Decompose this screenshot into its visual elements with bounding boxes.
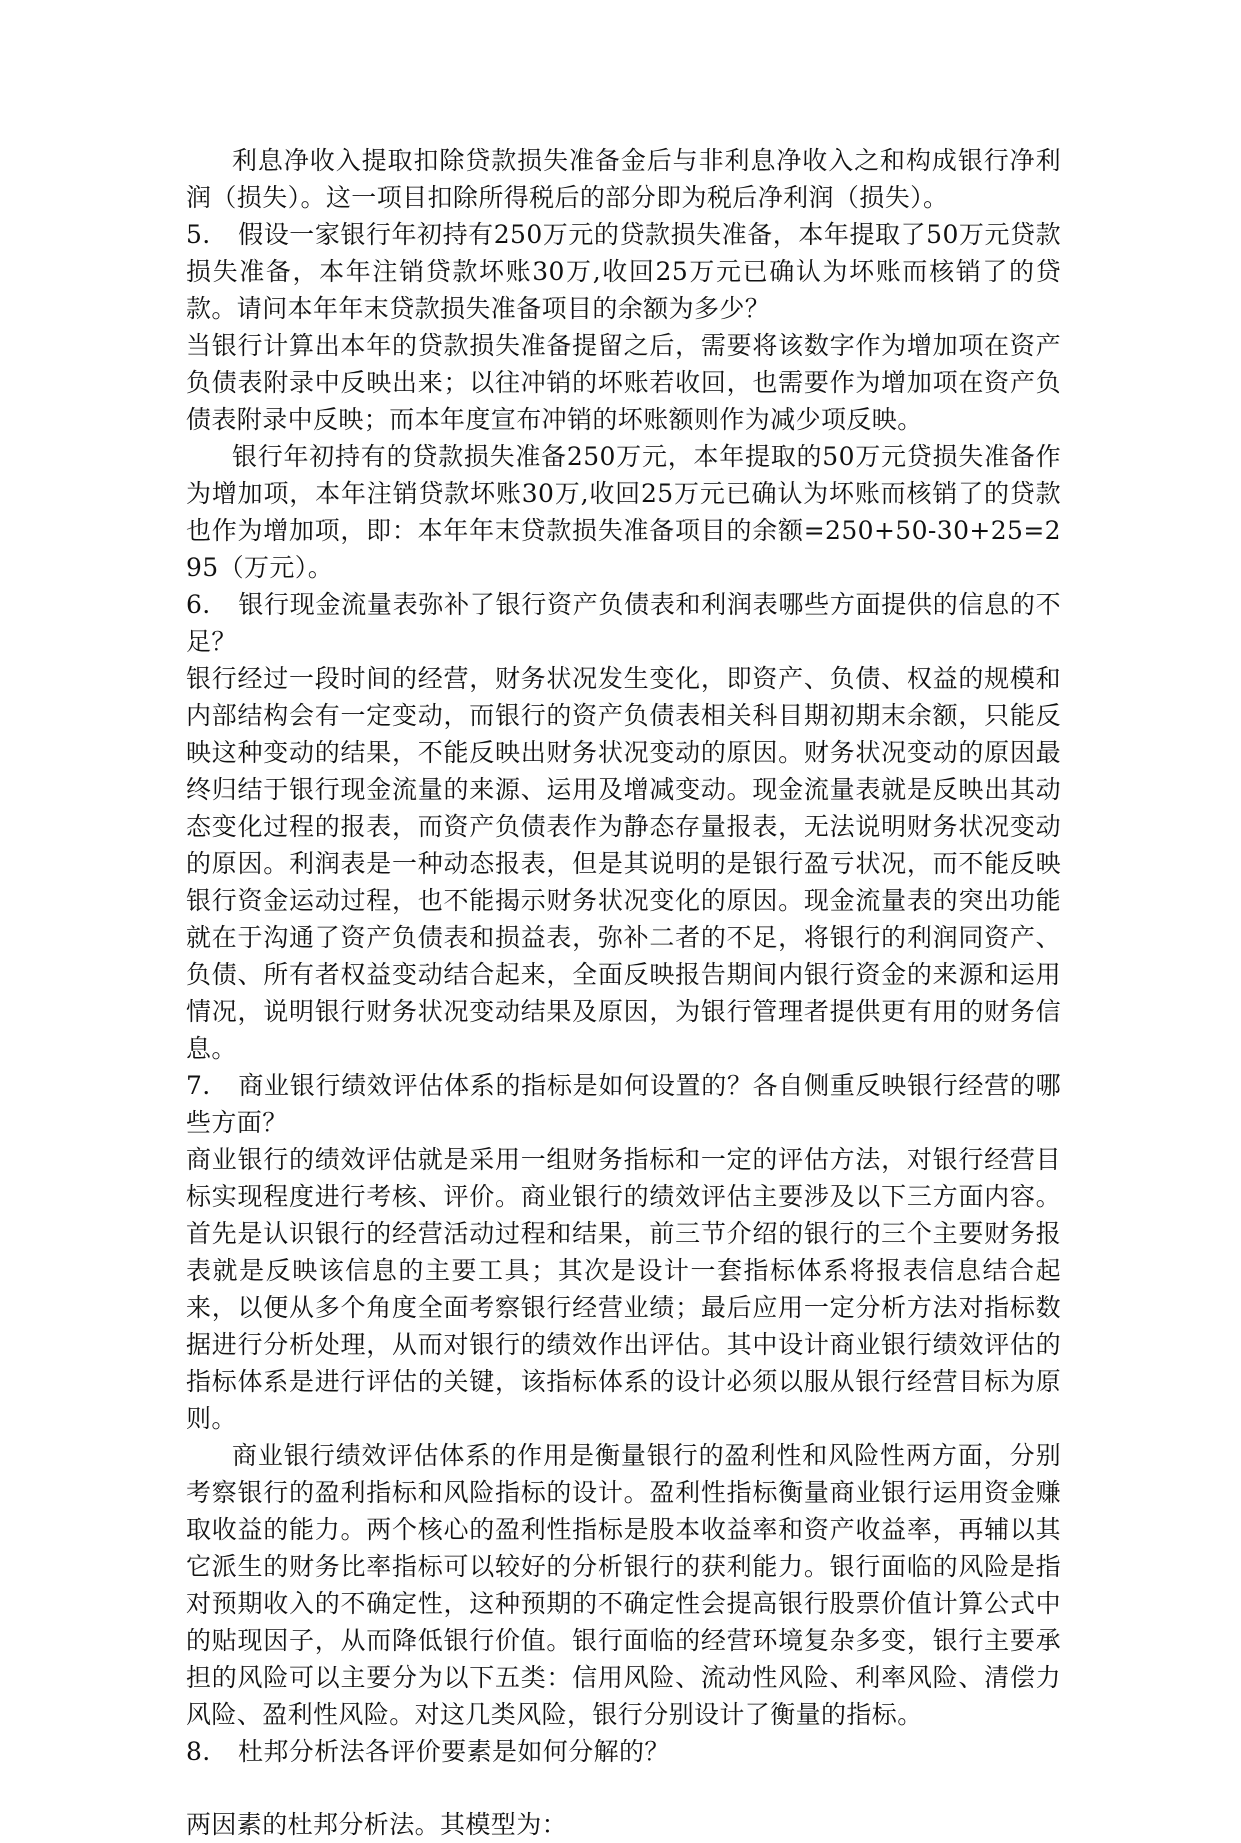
- question-text: 银行现金流量表弥补了银行资产负债表和利润表哪些方面提供的信息的不足？: [186, 590, 1061, 656]
- question-number: 7.: [186, 1071, 211, 1100]
- answer-5-paragraph-1: 当银行计算出本年的贷款损失准备提留之后，需要将该数字作为增加项在资产负债表附录中反映出来；以往冲销的坏账若收回，也需要作为增加项在资产负债表附录中反映；而本年度宣布冲销的坏账额则作为减少项反映。: [186, 331, 1061, 434]
- answer-7-paragraph-1: 商业银行的绩效评估就是采用一组财务指标和一定的评估方法，对银行经营目标实现程度进行考核、评价。商业银行的绩效评估主要涉及以下三方面内容。首先是认识银行的经营活动过程和结果，前三节介绍的银行的三个主要财务报表就是反映该信息的主要工具；其次是设计一套指标体系将报表信息结合起来，以便从多个角度全面考察银行经营业绩；最后应用一定分析方法对指标数据进行分析处理，从而对银行的绩效作出评估。其中设计商业银行绩效评估的指标体系是进行评估的关键，该指标体系的设计必须以服从银行经营目标为原则。: [186, 1145, 1061, 1433]
- answer-6: 银行经过一段时间的经营，财务状况发生变化，即资产、负债、权益的规模和内部结构会有一定变动，而银行的资产负债表相关科目期初期末余额，只能反映这种变动的结果，不能反映出财务状况变动的原因。财务状况变动的原因最终归结于银行现金流量的来源、运用及增减变动。现金流量表就是反映出其动态变化过程的报表，而资产负债表作为静态存量报表，无法说明财务状况变动的原因。利润表是一种动态报表，但是其说明的是银行盈亏状况，而不能反映银行资金运动过程，也不能揭示财务状况变化的原因。现金流量表的突出功能就在于沟通了资产负债表和损益表，弥补二者的不足，将银行的利润同资产、负债、所有者权益变动结合起来，全面反映报告期间内银行资金的来源和运用情况，说明银行财务状况变动结果及原因，为银行管理者提供更有用的财务信息。: [186, 664, 1061, 1063]
- blank-line: [186, 1770, 1061, 1806]
- question-8: [186, 1733, 1061, 1770]
- question-number: 8.: [186, 1737, 211, 1766]
- question-7: [186, 1067, 1061, 1141]
- question-text: 商业银行绩效评估体系的指标是如何设置的？各自侧重反映银行经营的哪些方面？: [186, 1071, 1061, 1137]
- document-page: [186, 142, 1061, 1843]
- answer-8-intro: 两因素的杜邦分析法。其模型为：: [186, 1810, 568, 1839]
- paragraph-net-profit: 利息净收入提取扣除贷款损失准备金后与非利息净收入之和构成银行净利润（损失）。这一项目扣除所得税后的部分即为税后净利润（损失）。: [186, 146, 1061, 212]
- question-number: 5.: [186, 220, 211, 249]
- question-number: 6.: [186, 590, 211, 619]
- question-text: 杜邦分析法各评价要素是如何分解的？: [238, 1737, 670, 1766]
- answer-5-paragraph-2: 银行年初持有的贷款损失准备250万元，本年提取的50万元贷损失准备作为增加项，本年注销贷款坏账30万,收回25万元已确认为坏账而核销了的贷款也作为增加项，即：本年年末贷款损失准备项目的余额=250+50-30+25=295（万元）。: [186, 442, 1061, 582]
- question-5: [186, 216, 1061, 327]
- question-text: 假设一家银行年初持有250万元的贷款损失准备，本年提取了50万元贷款损失准备，本年注销贷款坏账30万,收回25万元已确认为坏账而核销了的贷款。请问本年年末贷款损失准备项目的余额为多少？: [186, 220, 1061, 323]
- question-6: [186, 586, 1061, 660]
- answer-7-paragraph-2: 商业银行绩效评估体系的作用是衡量银行的盈利性和风险性两方面，分别考察银行的盈利指标和风险指标的设计。盈利性指标衡量商业银行运用资金赚取收益的能力。两个核心的盈利性指标是股本收益率和资产收益率，再辅以其它派生的财务比率指标可以较好的分析银行的获利能力。银行面临的风险是指对预期收入的不确定性，这种预期的不确定性会提高银行股票价值计算公式中的贴现因子，从而降低银行价值。银行面临的经营环境复杂多变，银行主要承担的风险可以主要分为以下五类：信用风险、流动性风险、利率风险、清偿力风险、盈利性风险。对这几类风险，银行分别设计了衡量的指标。: [186, 1441, 1061, 1729]
